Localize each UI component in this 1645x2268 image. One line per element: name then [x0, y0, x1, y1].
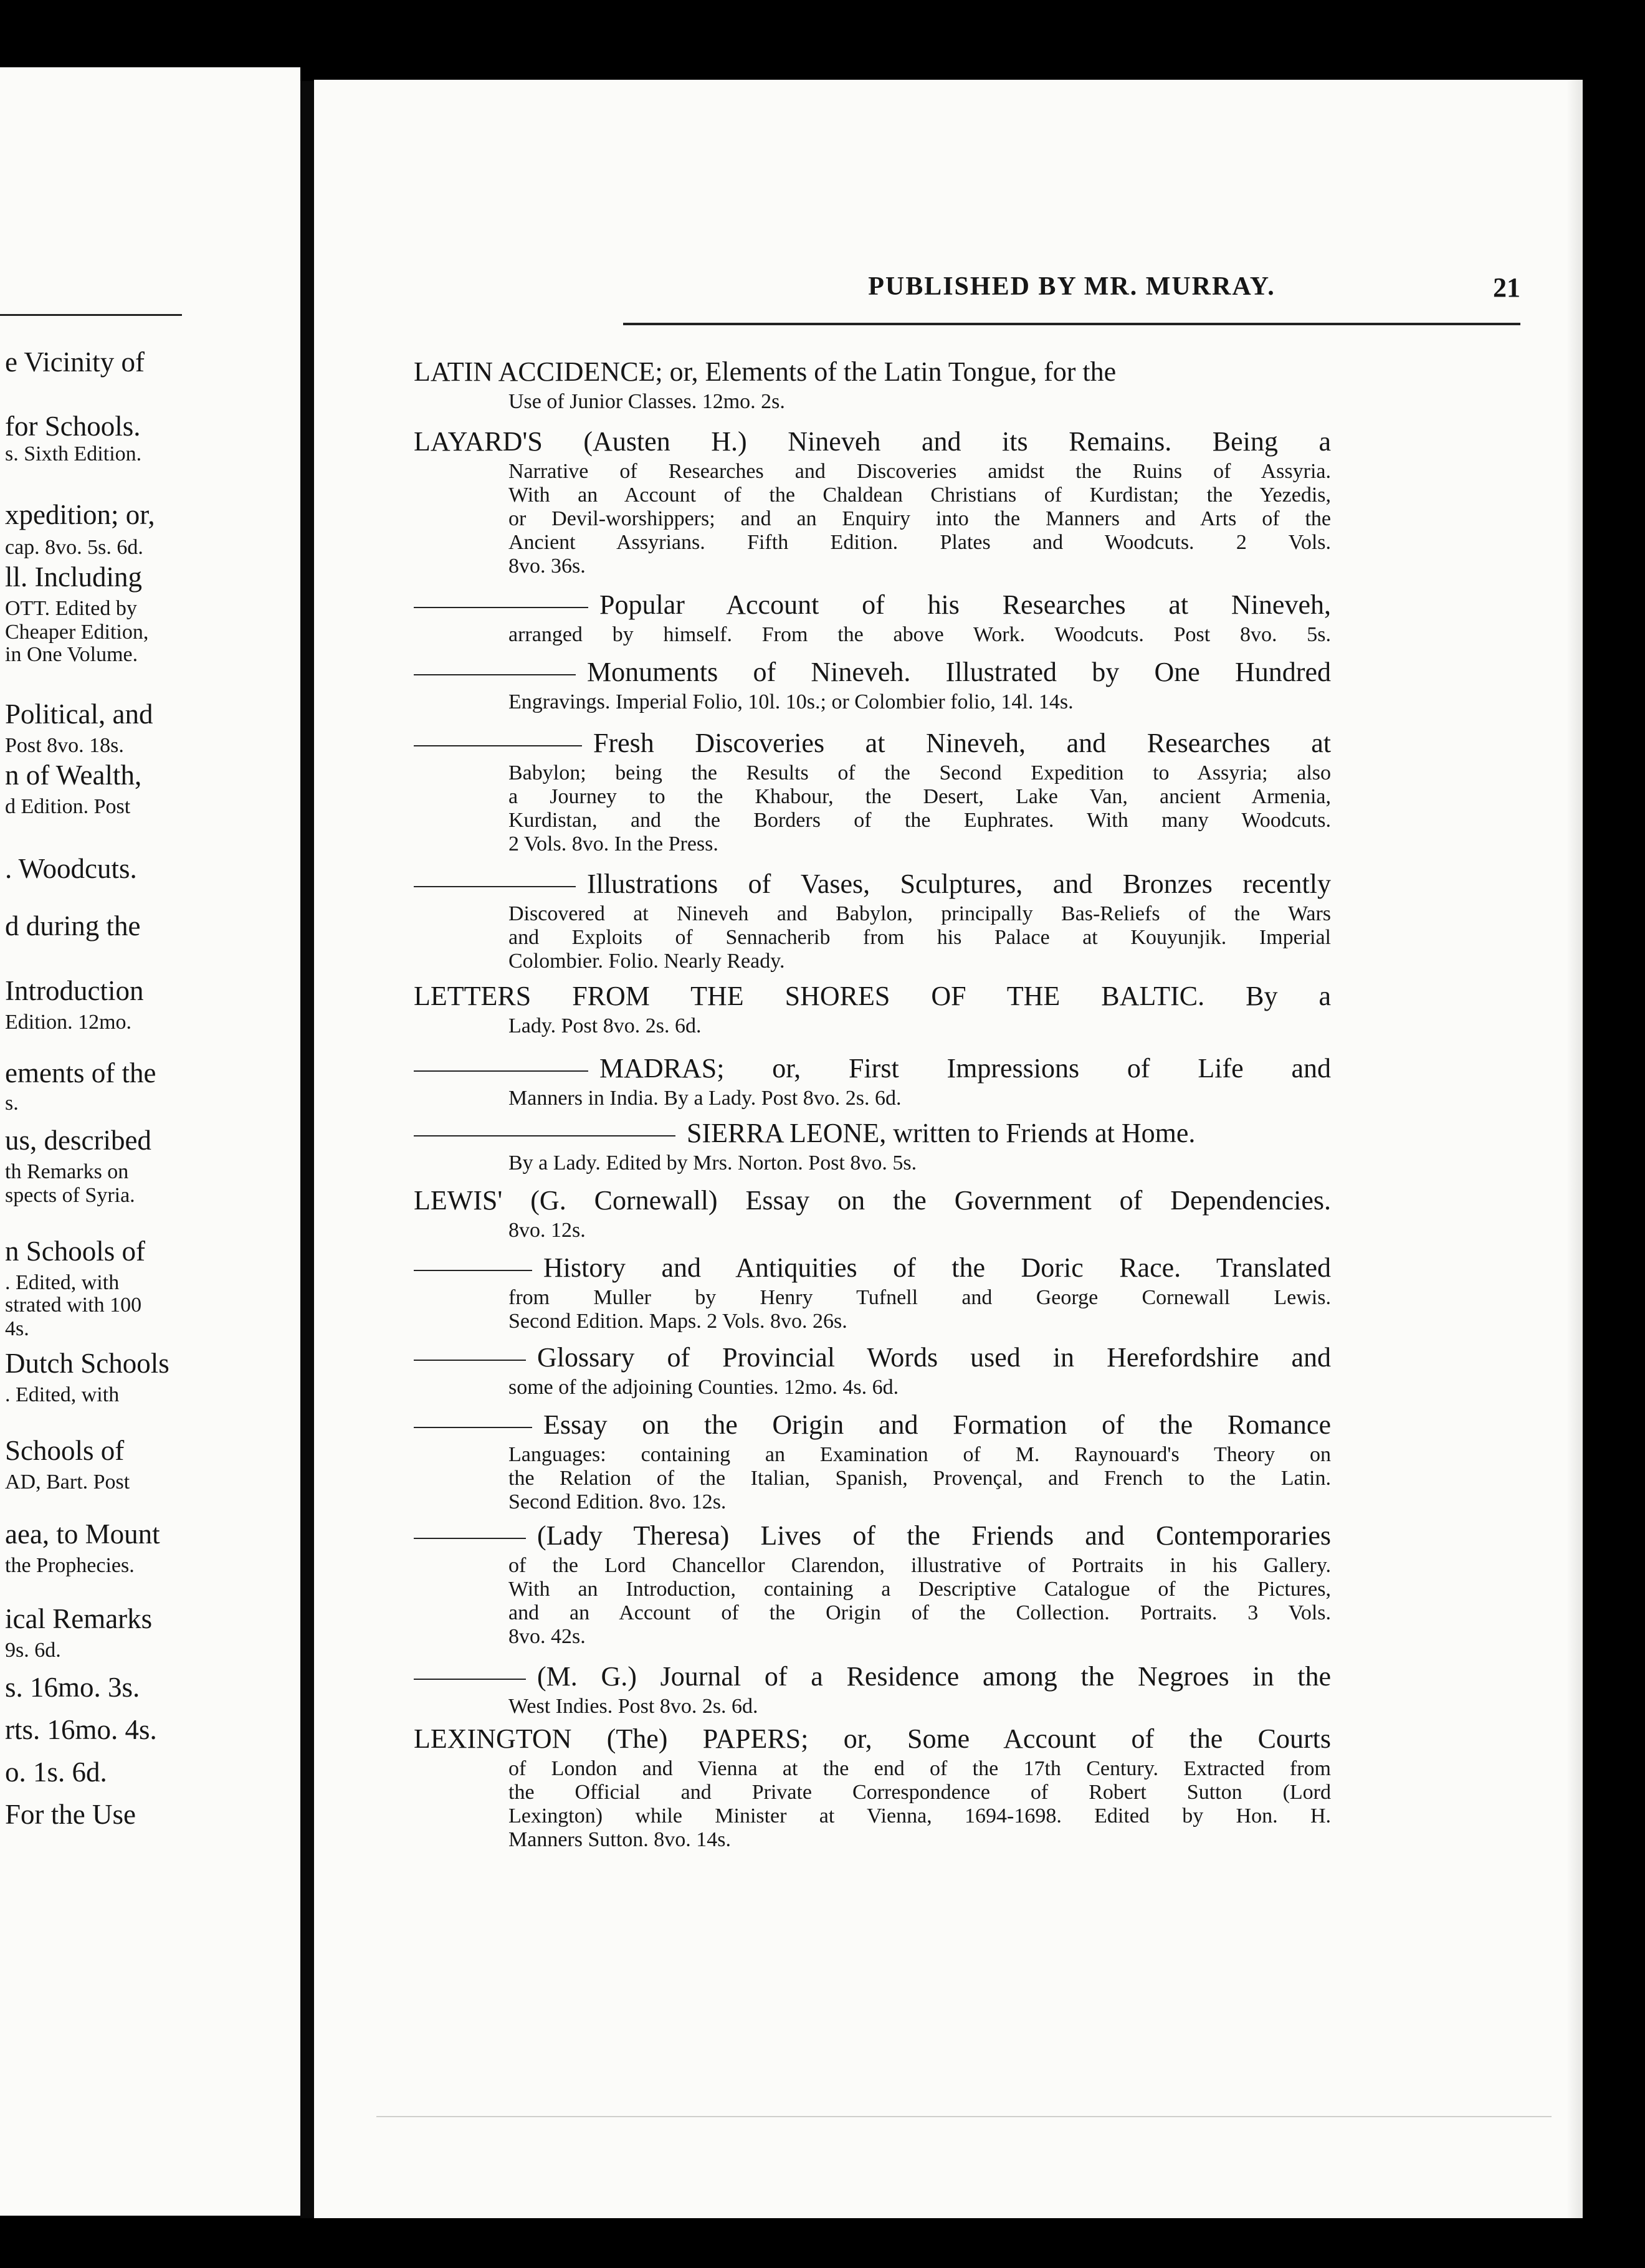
left-page-fragment: OTT. Edited by [5, 597, 137, 620]
left-page-fragment: . Woodcuts. [5, 853, 137, 884]
entry-text: Second Edition. 8vo. 12s. [508, 1490, 727, 1513]
left-page-fragment: th Remarks on [5, 1160, 129, 1183]
ditto-dash [414, 1270, 532, 1271]
entry-text: or Devil-worshippers; and an Enquiry into the Manners and Arts of the [508, 507, 1331, 530]
entry-detail-line [414, 555, 1331, 578]
running-header [623, 272, 1520, 309]
ditto-dash [414, 1360, 526, 1361]
entry-text: a Journey to the Khabour, the Desert, Lake Van, ancient Armenia, [508, 785, 1331, 808]
header-rule [623, 323, 1520, 325]
entry-text: LAYARD'S (Austen H.) Nineveh and its Remains. Being a [414, 426, 1331, 457]
entry-heading-line [414, 354, 1331, 390]
entry-text: 8vo. 12s. [508, 1219, 586, 1242]
book-gutter [300, 81, 314, 2218]
entry-text: Narrative of Researches and Discoveries amidst the Ruins of Assyria. [508, 460, 1331, 483]
left-page-fragment: ical Remarks [5, 1603, 153, 1634]
entry-detail-line [414, 1601, 1331, 1625]
entry-heading-line [414, 978, 1331, 1014]
entry-detail-line [414, 1151, 1331, 1175]
entry-detail-line [414, 1781, 1331, 1804]
entry-text: 8vo. 36s. [508, 555, 586, 578]
left-page-fragment: aea, to Mount [5, 1518, 160, 1550]
ditto-dash [414, 1135, 675, 1136]
left-page-fragment: For the Use [5, 1799, 136, 1830]
catalogue-entry [414, 725, 1331, 856]
entry-text: Manners in India. By a Lady. Post 8vo. 2s. 6d. [508, 1087, 902, 1110]
entry-text: Lady. Post 8vo. 2s. 6d. [508, 1014, 702, 1037]
entry-text: Babylon; being the Results of the Second Expedition to Assyria; also [508, 761, 1331, 784]
entry-text: With an Account of the Chaldean Christians of Kurdistan; the Yezedis, [508, 484, 1331, 507]
left-page-fragment: Political, and [5, 698, 153, 730]
entry-detail-line [414, 460, 1331, 484]
ditto-dash [414, 745, 582, 746]
entry-heading-line [414, 866, 1331, 902]
catalogue-entry [414, 1340, 1331, 1399]
entry-text: Fresh Discoveries at Nineveh, and Researches at [593, 728, 1331, 758]
entry-text: the Relation of the Italian, Spanish, Provençal, and French to the Latin. [508, 1467, 1331, 1490]
entry-detail-line [414, 623, 1331, 647]
entry-detail-line [414, 902, 1331, 926]
left-page-fragment: 4s. [5, 1317, 29, 1340]
entry-detail-line [414, 1310, 1331, 1333]
entry-text: from Muller by Henry Tufnell and George Cornewall Lewis. [508, 1286, 1331, 1309]
entry-text: LEXINGTON (The) PAPERS; or, Some Account of the Courts [414, 1723, 1331, 1754]
left-page [0, 67, 300, 2216]
entry-heading-line [414, 654, 1331, 690]
catalogue-entry [414, 978, 1331, 1038]
entry-heading-line [414, 587, 1331, 623]
left-page-fragment: xpedition; or, [5, 499, 155, 530]
entry-detail-line [414, 809, 1331, 832]
entry-text: Discovered at Nineveh and Babylon, principally Bas-Reliefs of the Wars [508, 902, 1331, 925]
entry-detail-line [414, 1087, 1331, 1110]
entry-text: With an Introduction, containing a Descriptive Catalogue of the Pictures, [508, 1578, 1331, 1601]
catalogue-entry [414, 1721, 1331, 1852]
catalogue-entry [414, 1250, 1331, 1333]
entry-text: of the Lord Chancellor Clarendon, illustrative of Portraits in his Gallery. [508, 1554, 1331, 1577]
entry-detail-line [414, 1376, 1331, 1399]
entry-text: Kurdistan, and the Borders of the Euphrates. With many Woodcuts. [508, 809, 1331, 832]
catalogue-entry [414, 1407, 1331, 1514]
entry-detail-line [414, 1554, 1331, 1578]
left-page-fragment: rts. 16mo. 4s. [5, 1714, 157, 1745]
entry-text: the Official and Private Correspondence of Robert Sutton (Lord [508, 1781, 1331, 1804]
entry-detail-line [414, 926, 1331, 950]
entry-detail-line [414, 690, 1331, 714]
left-page-fragment: AD, Bart. Post [5, 1470, 130, 1494]
left-page-fragment: us, described [5, 1125, 151, 1156]
entry-text: By a Lady. Edited by Mrs. Norton. Post 8vo. 5s. [508, 1151, 917, 1174]
left-page-fragment: s. 16mo. 3s. [5, 1672, 140, 1703]
entry-text: MADRAS; or, First Impressions of Life and [599, 1053, 1331, 1084]
ditto-dash [414, 1427, 532, 1428]
entry-detail-line [414, 531, 1331, 555]
entry-text: 2 Vols. 8vo. In the Press. [508, 832, 718, 855]
entry-heading-line [414, 1721, 1331, 1757]
entry-text: LEWIS' (G. Cornewall) Essay on the Government of Dependencies. [414, 1185, 1331, 1216]
entry-text: Colombier. Folio. Nearly Ready. [508, 950, 785, 973]
entry-text: Glossary of Provincial Words used in Herefordshire and [537, 1342, 1331, 1373]
ditto-dash [414, 674, 576, 675]
entry-detail-line [414, 1467, 1331, 1490]
entry-text: History and Antiquities of the Doric Race. Translated [543, 1252, 1331, 1283]
entry-text: Illustrations of Vases, Sculptures, and Bronzes recently [587, 869, 1331, 899]
catalogue-entry [414, 654, 1331, 714]
left-page-fragment: Dutch Schools [5, 1348, 169, 1379]
entry-heading-line [414, 1340, 1331, 1376]
catalogue-entry [414, 1051, 1331, 1110]
left-page-fragment: in One Volume. [5, 643, 138, 666]
entry-text: Ancient Assyrians. Fifth Edition. Plates and Woodcuts. 2 Vols. [508, 531, 1331, 554]
entry-text: Manners Sutton. 8vo. 14s. [508, 1828, 731, 1851]
entry-text: 8vo. 42s. [508, 1625, 586, 1648]
ditto-dash [414, 1538, 526, 1539]
entry-detail-line [414, 1219, 1331, 1242]
entry-heading-line [414, 1518, 1331, 1554]
left-page-fragment: s. Sixth Edition. [5, 442, 142, 465]
entry-detail-line [414, 761, 1331, 785]
left-page-fragment: d Edition. Post [5, 795, 131, 818]
left-page-fragment: n Schools of [5, 1236, 145, 1267]
entry-text: West Indies. Post 8vo. 2s. 6d. [508, 1695, 758, 1718]
entry-detail-line [414, 950, 1331, 973]
entry-text: arranged by himself. From the above Work. Woodcuts. Post 8vo. 5s. [508, 623, 1331, 646]
left-page-fragment: Post 8vo. 18s. [5, 734, 124, 757]
left-page-fragment: the Prophecies. [5, 1554, 135, 1577]
left-page-fragment: s. [5, 1092, 19, 1115]
entry-text: Lexington) while Minister at Vienna, 1694-1698. Edited by Hon. H. [508, 1804, 1331, 1827]
page-bottom-line [376, 2116, 1552, 2117]
entry-detail-line [414, 484, 1331, 507]
catalogue-entry [414, 1115, 1331, 1175]
left-page-fragment: spects of Syria. [5, 1184, 135, 1207]
left-page-fragment: for Schools. [5, 411, 141, 442]
entry-detail-line [414, 1828, 1331, 1852]
entry-heading-line [414, 725, 1331, 761]
entry-detail-line [414, 1578, 1331, 1601]
entry-heading-line [414, 1183, 1331, 1219]
left-page-rule [0, 314, 182, 316]
entry-heading-line [414, 1407, 1331, 1443]
entry-text: SIERRA LEONE, written to Friends at Home. [687, 1118, 1196, 1148]
entry-text: and Exploits of Sennacherib from his Palace at Kouyunjik. Imperial [508, 926, 1331, 949]
ditto-dash [414, 1679, 526, 1680]
left-page-fragment: ements of the [5, 1057, 156, 1089]
catalogue-entry [414, 1518, 1331, 1649]
left-page-fragment: d during the [5, 910, 141, 941]
entry-text: LATIN ACCIDENCE; or, Elements of the Latin Tongue, for the [414, 356, 1117, 387]
catalogue-entry [414, 1183, 1331, 1242]
ditto-dash [414, 1070, 588, 1072]
entry-detail-line [414, 507, 1331, 531]
left-page-fragment: ll. Including [5, 561, 142, 593]
page-header-title: PUBLISHED BY MR. MURRAY. [868, 272, 1275, 301]
left-page-fragment: strated with 100 [5, 1294, 142, 1317]
left-page-fragment: cap. 8vo. 5s. 6d. [5, 536, 143, 559]
entry-text: Use of Junior Classes. 12mo. 2s. [508, 390, 785, 413]
ditto-dash [414, 607, 588, 608]
catalogue-entry [414, 587, 1331, 647]
entry-heading-line [414, 1051, 1331, 1087]
entry-text: Essay on the Origin and Formation of the Romance [543, 1409, 1331, 1440]
entry-detail-line [414, 1804, 1331, 1828]
entry-heading-line [414, 1115, 1331, 1151]
left-page-fragment: Cheaper Edition, [5, 621, 149, 644]
left-page-fragment: . Edited, with [5, 1271, 120, 1294]
entry-detail-line [414, 390, 1331, 414]
entry-detail-line [414, 1757, 1331, 1781]
entry-text: (M. G.) Journal of a Residence among the Negroes in the [537, 1661, 1331, 1692]
entry-text: Second Edition. Maps. 2 Vols. 8vo. 26s. [508, 1310, 847, 1333]
left-page-fragment: Schools of [5, 1435, 125, 1466]
entry-text: (Lady Theresa) Lives of the Friends and Contemporaries [537, 1520, 1331, 1551]
page-number: 21 [1493, 272, 1520, 303]
ditto-dash [414, 886, 576, 887]
left-page-fragment: n of Wealth, [5, 760, 142, 791]
entry-text: some of the adjoining Counties. 12mo. 4s. 6d. [508, 1376, 899, 1399]
left-page-fragment: e Vicinity of [5, 346, 145, 378]
entry-detail-line [414, 1490, 1331, 1514]
left-page-fragment: o. 1s. 6d. [5, 1756, 107, 1788]
entry-detail-line [414, 1625, 1331, 1649]
catalogue-entry [414, 424, 1331, 578]
entry-heading-line [414, 1250, 1331, 1286]
left-page-fragment: 9s. 6d. [5, 1639, 61, 1662]
right-page [314, 80, 1583, 2218]
left-page-fragment: . Edited, with [5, 1383, 120, 1406]
entry-detail-line [414, 1014, 1331, 1038]
catalogue-entry [414, 866, 1331, 973]
left-page-fragment: Introduction [5, 975, 144, 1006]
entry-text: of London and Vienna at the end of the 17th Century. Extracted from [508, 1757, 1331, 1780]
entry-heading-line [414, 424, 1331, 460]
entry-text: Languages: containing an Examination of M. Raynouard's Theory on [508, 1443, 1331, 1466]
entry-detail-line [414, 1443, 1331, 1467]
entry-detail-line [414, 832, 1331, 856]
entry-text: Engravings. Imperial Folio, 10l. 10s.; or Colombier folio, 14l. 14s. [508, 690, 1074, 713]
entry-text: Monuments of Nineveh. Illustrated by One Hundred [587, 657, 1331, 687]
left-page-fragment: Edition. 12mo. [5, 1011, 132, 1034]
entry-text: LETTERS FROM THE SHORES OF THE BALTIC. By a [414, 981, 1331, 1011]
entry-detail-line [414, 785, 1331, 809]
entry-text: and an Account of the Origin of the Collection. Portraits. 3 Vols. [508, 1601, 1331, 1624]
catalogue-entry [414, 354, 1331, 414]
entry-heading-line [414, 1659, 1331, 1695]
entry-detail-line [414, 1286, 1331, 1310]
entry-text: Popular Account of his Researches at Nineveh, [599, 589, 1331, 620]
catalogue-entry [414, 1659, 1331, 1718]
entry-detail-line [414, 1695, 1331, 1718]
